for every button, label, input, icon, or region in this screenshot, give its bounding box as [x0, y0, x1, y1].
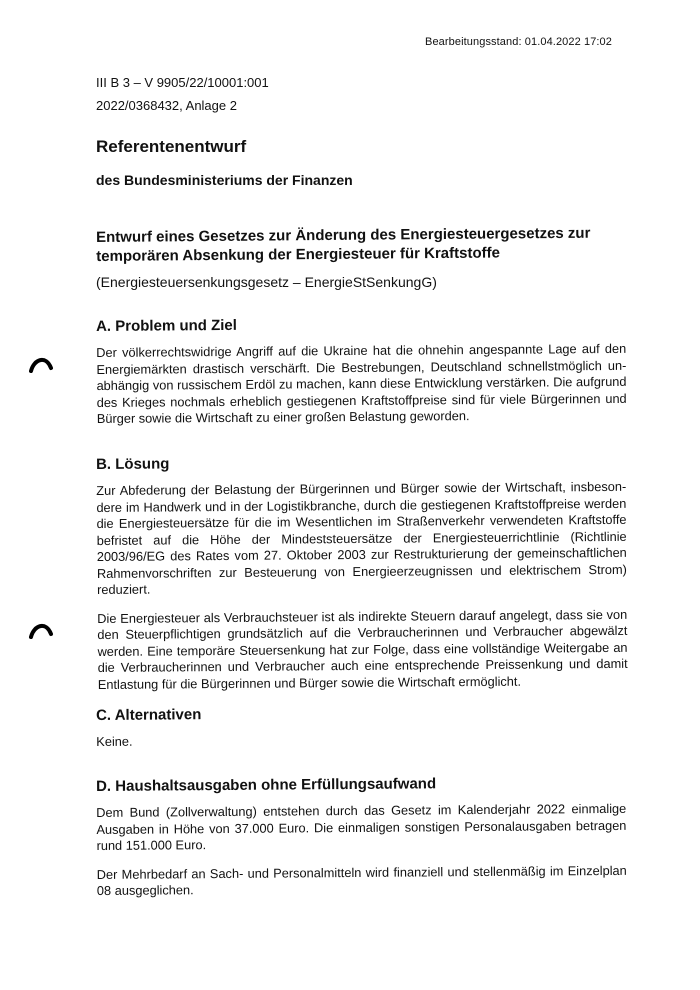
section-solution — [96, 452, 628, 705]
page-title: Referentenentwurf — [96, 137, 247, 156]
section-paragraph: Zur Abfederung der Belastung der Bürgerinnen und Bürger sowie der Wirtschaft, insbesondere im Handwerk und in der Logistikbranche, durch die gestiegenen Kraftstoffpreise werden die Energiesteuersätze für die im Wesentlichen im Straßenverkehr verwendeten Kraftstoffe befristet auf die Höhe der Mindeststeuersätze der Energiesteuerrichtlinie (Richtlinie 2003/96/EG des Rates vom 27. Oktober 2003 zur Restrukturierung der gemeinschaftlichen Rahmenvorschriften zur Besteuerung von Energieerzeugnissen und elektrischem Strom) reduziert. — [96, 478, 627, 597]
section-paragraph: Die Energiesteuer als Verbrauchsteuer ist als indirekte Steuern darauf angelegt, dass sie von den Steuerpflichtigen grundsätzlich auf die Verbraucherinnen und Verbraucher abgewälzt werden. Eine temporäre Steuersenkung hat zur Folge, dass eine vollständige Weitergabe an die Verbraucherinnen und Verbraucher auch eine entsprechende Preissenkung und damit Entlastung für die Bürgerinnen und Bürger sowie die Wirtschaft ermöglicht. — [97, 606, 628, 692]
section-heading: D. Haushaltsausgaben ohne Erfüllungsaufwand — [96, 775, 437, 795]
law-short-title: (Energiesteuersenkungsgesetz – EnergieStSenkungG) — [96, 274, 437, 290]
processing-timestamp: Bearbeitungsstand: 01.04.2022 17:02 — [425, 36, 612, 48]
section-heading: B. Lösung — [96, 455, 170, 473]
punch-hole-mark-icon — [28, 352, 54, 374]
punch-hole-mark-icon — [28, 618, 54, 640]
section-alternatives — [96, 703, 626, 763]
page-subtitle: des Bundesministeriums der Finanzen — [96, 172, 353, 188]
section-heading: A. Problem und Ziel — [96, 316, 237, 335]
section-paragraph: Dem Bund (Zollverwaltung) entstehen durch das Gesetz im Kalenderjahr 2022 einmalige Ausgaben in Höhe von 37.000 Euro. Die einmaligen sonstigen Personalausgaben betragen rund 151.000 Euro. — [96, 800, 627, 853]
section-paragraph: Keine. — [96, 733, 133, 749]
law-title: Entwurf eines Gesetzes zur Änderung des Energiesteuergesetzes zur temporären Absenkung der Energiesteuer für Kraftstoffe — [96, 224, 591, 265]
section-paragraph: Der Mehrbedarf an Sach- und Personalmitteln wird finanziell und stellenmäßig im Einzelplan 08 ausgeglichen. — [96, 862, 627, 898]
section-budget-expenditure — [96, 774, 627, 912]
file-number: 2022/0368432, Anlage 2 — [96, 98, 237, 113]
reference-number: III B 3 – V 9905/22/10001:001 — [96, 75, 269, 90]
section-heading: C. Alternativen — [96, 706, 202, 724]
section-problem-and-goal — [96, 314, 627, 440]
section-paragraph: Der völkerrechtswidrige Angriff auf die Ukraine hat die ohnehin angespannte Lage auf den Energiemärkten drastisch verschärft. Die Bestrebungen, Deutschland schnellstmöglich unabhängig von russischem Erdöl zu machen, kann diese Entwicklung verstärken. Die aufgrund des Krieges nochmals erheblich gestiegenen Kraftstoffpreise sind für viele Bürgerinnen und Bürger sowie die Wirtschaft zu einer großen Belastung geworden. — [96, 340, 627, 426]
